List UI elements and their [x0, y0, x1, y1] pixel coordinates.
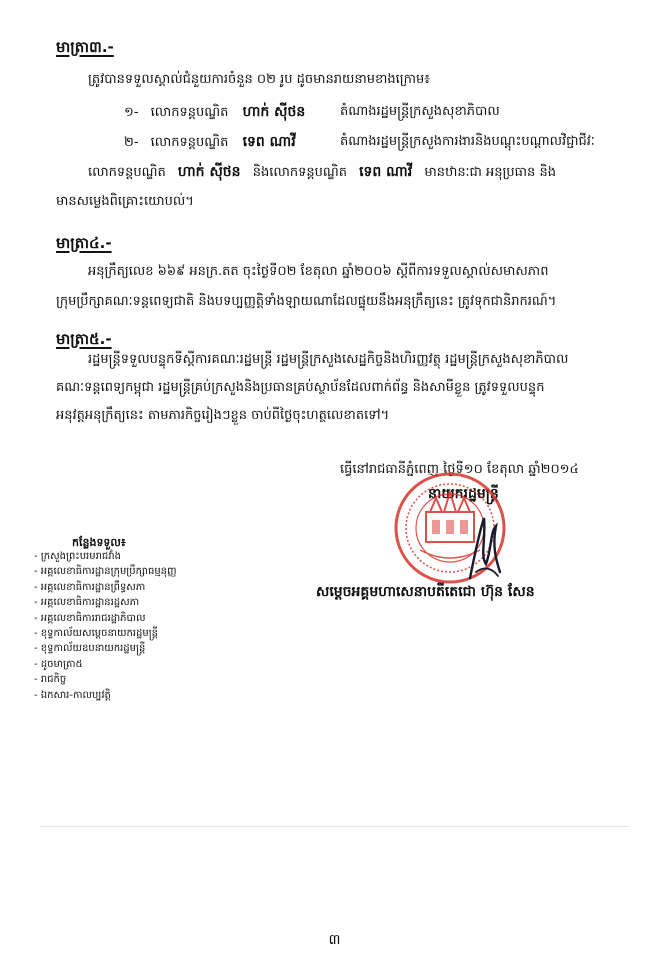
seal-stamp-icon — [396, 474, 504, 582]
office-title: នាយករដ្ឋមន្ត្រី — [428, 486, 499, 502]
closing-name-1: ហាក់ ស៊ីថន — [177, 164, 241, 180]
recipient-item: - អគ្គលេខាធិការរាជរដ្ឋាភិបាល — [34, 612, 146, 624]
signatory-name: សម្ដេចអគ្គមហាសេនាបតីតេជោ ហ៊ុន សែន — [316, 584, 535, 600]
recipients-title: កន្លែងទទួល៖ — [72, 536, 126, 549]
article-3-item-1 — [124, 102, 305, 123]
article-3-closing-line-1 — [88, 162, 556, 183]
item-1-number: ១- — [124, 105, 139, 120]
recipient-item: - ខុទ្ទកាល័យឧបនាយករដ្ឋមន្ត្រី — [34, 643, 146, 655]
recipient-item: - អគ្គលេខាធិការដ្ឋានព្រឹទ្ធសភា — [34, 581, 146, 593]
recipient-item: - ខុទ្ទកាល័យសម្ដេចនាយករដ្ឋមន្ត្រី — [34, 628, 159, 639]
closing-title-2: និងលោកទន្តបណ្ឌិត — [252, 165, 347, 180]
article-3-intro: ត្រូវបានទទួលស្គាល់ជំនួយការចំនួន ០២ រូប ដូចមានរាយនាមខាងក្រោម៖ — [88, 72, 430, 87]
recipient-item: - ក្រសួងព្រះបរមរាជវាំង — [34, 551, 121, 562]
recipient-item: - រាជកិច្ច — [34, 674, 67, 686]
article-3-closing-line-2: មានសម្លេងពិគ្រោះយោបល់។ — [56, 194, 194, 209]
item-2-title: លោកទន្តបណ្ឌិត — [150, 135, 229, 150]
article-5-line-1: រដ្ឋមន្ត្រីទទួលបន្ទុកទីស្ដីការគណៈរដ្ឋមន្ត្រី រដ្ឋមន្ត្រីក្រសួងសេដ្ឋកិច្ចនិងហិរញ្ញវត្ថុ រដ្ឋមន្ត្រីក្រសួងសុខាភិបាល — [88, 352, 569, 367]
recipient-item: - ដូចមាត្រា៥ — [34, 658, 83, 670]
recipient-item: - អគ្គលេខាធិការដ្ឋានរដ្ឋសភា — [34, 597, 140, 609]
article-4-line-1: អនុក្រឹត្យលេខ ៦៦៩ អនក្រ.តត ចុះថ្ងៃទី០២ ខែតុលា ឆ្នាំ២០០៦ ស្ដីពីការទទួលស្គាល់សមាសភាព — [88, 264, 549, 279]
recipient-item: - អគ្គលេខាធិការដ្ឋានក្រុមប្រឹក្សាធម្មនុញ្ញ — [34, 566, 177, 578]
official-seal — [380, 468, 520, 588]
item-1-role: តំណាងរដ្ឋមន្ត្រីក្រសួងសុខាភិបាល — [340, 104, 500, 119]
item-2-name: ទេព ណាវី — [242, 134, 296, 150]
article-3-item-2 — [124, 132, 296, 153]
article-5-line-3: អនុវត្តអនុក្រឹត្យនេះ តាមភារកិច្ចរៀងៗខ្លួន ចាប់ពីថ្ងៃចុះហត្ថលេខាតទៅ។ — [56, 408, 390, 423]
closing-title-1: លោកទន្តបណ្ឌិត — [88, 165, 166, 180]
article-5-heading: មាត្រា៥.- — [56, 330, 112, 348]
article-5-line-2: គណៈទន្តពេទ្យកម្ពុជា រដ្ឋមន្ត្រីគ្រប់ក្រសួងនិងប្រធានគ្រប់ស្ថាប័នដែលពាក់ព័ន្ធ និងសាមីខ្លួន ត្រូវទទួលបន្ទុក — [56, 380, 545, 395]
article-3-heading: មាត្រា៣.- — [56, 38, 114, 56]
item-1-name: ហាក់ ស៊ីថន — [242, 104, 306, 120]
closing-name-2: ទេព ណាវី — [359, 164, 413, 180]
footer-divider — [40, 826, 629, 827]
recipient-item: - ឯកសារ-កាលប្បវត្តិ — [34, 689, 111, 701]
closing-role: មានឋានៈជា អនុប្រធាន និង — [424, 165, 556, 180]
page-number: ៣ — [328, 932, 341, 948]
item-2-role: តំណាងរដ្ឋមន្ត្រីក្រសួងការងារនិងបណ្ដុះបណ្ដាលវិជ្ជាជីវៈ — [340, 134, 595, 149]
article-4-line-2: ក្រុមប្រឹក្សាគណៈទន្តពេទ្យជាតិ និងបទប្បញ្ញត្តិទាំងឡាយណាដែលផ្ទុយនឹងអនុក្រឹត្យនេះ ត្រូវទុកជានិរាករណ៍។ — [56, 294, 557, 309]
item-2-number: ២- — [124, 135, 139, 150]
item-1-title: លោកទន្តបណ្ឌិត — [150, 105, 229, 120]
place-and-date: ធ្វើនៅរាជធានីភ្នំពេញ ថ្ងៃទី១០ ខែតុលា ឆ្នាំ២០១៤ — [340, 462, 579, 477]
article-4-heading: មាត្រា៤.- — [56, 234, 112, 252]
